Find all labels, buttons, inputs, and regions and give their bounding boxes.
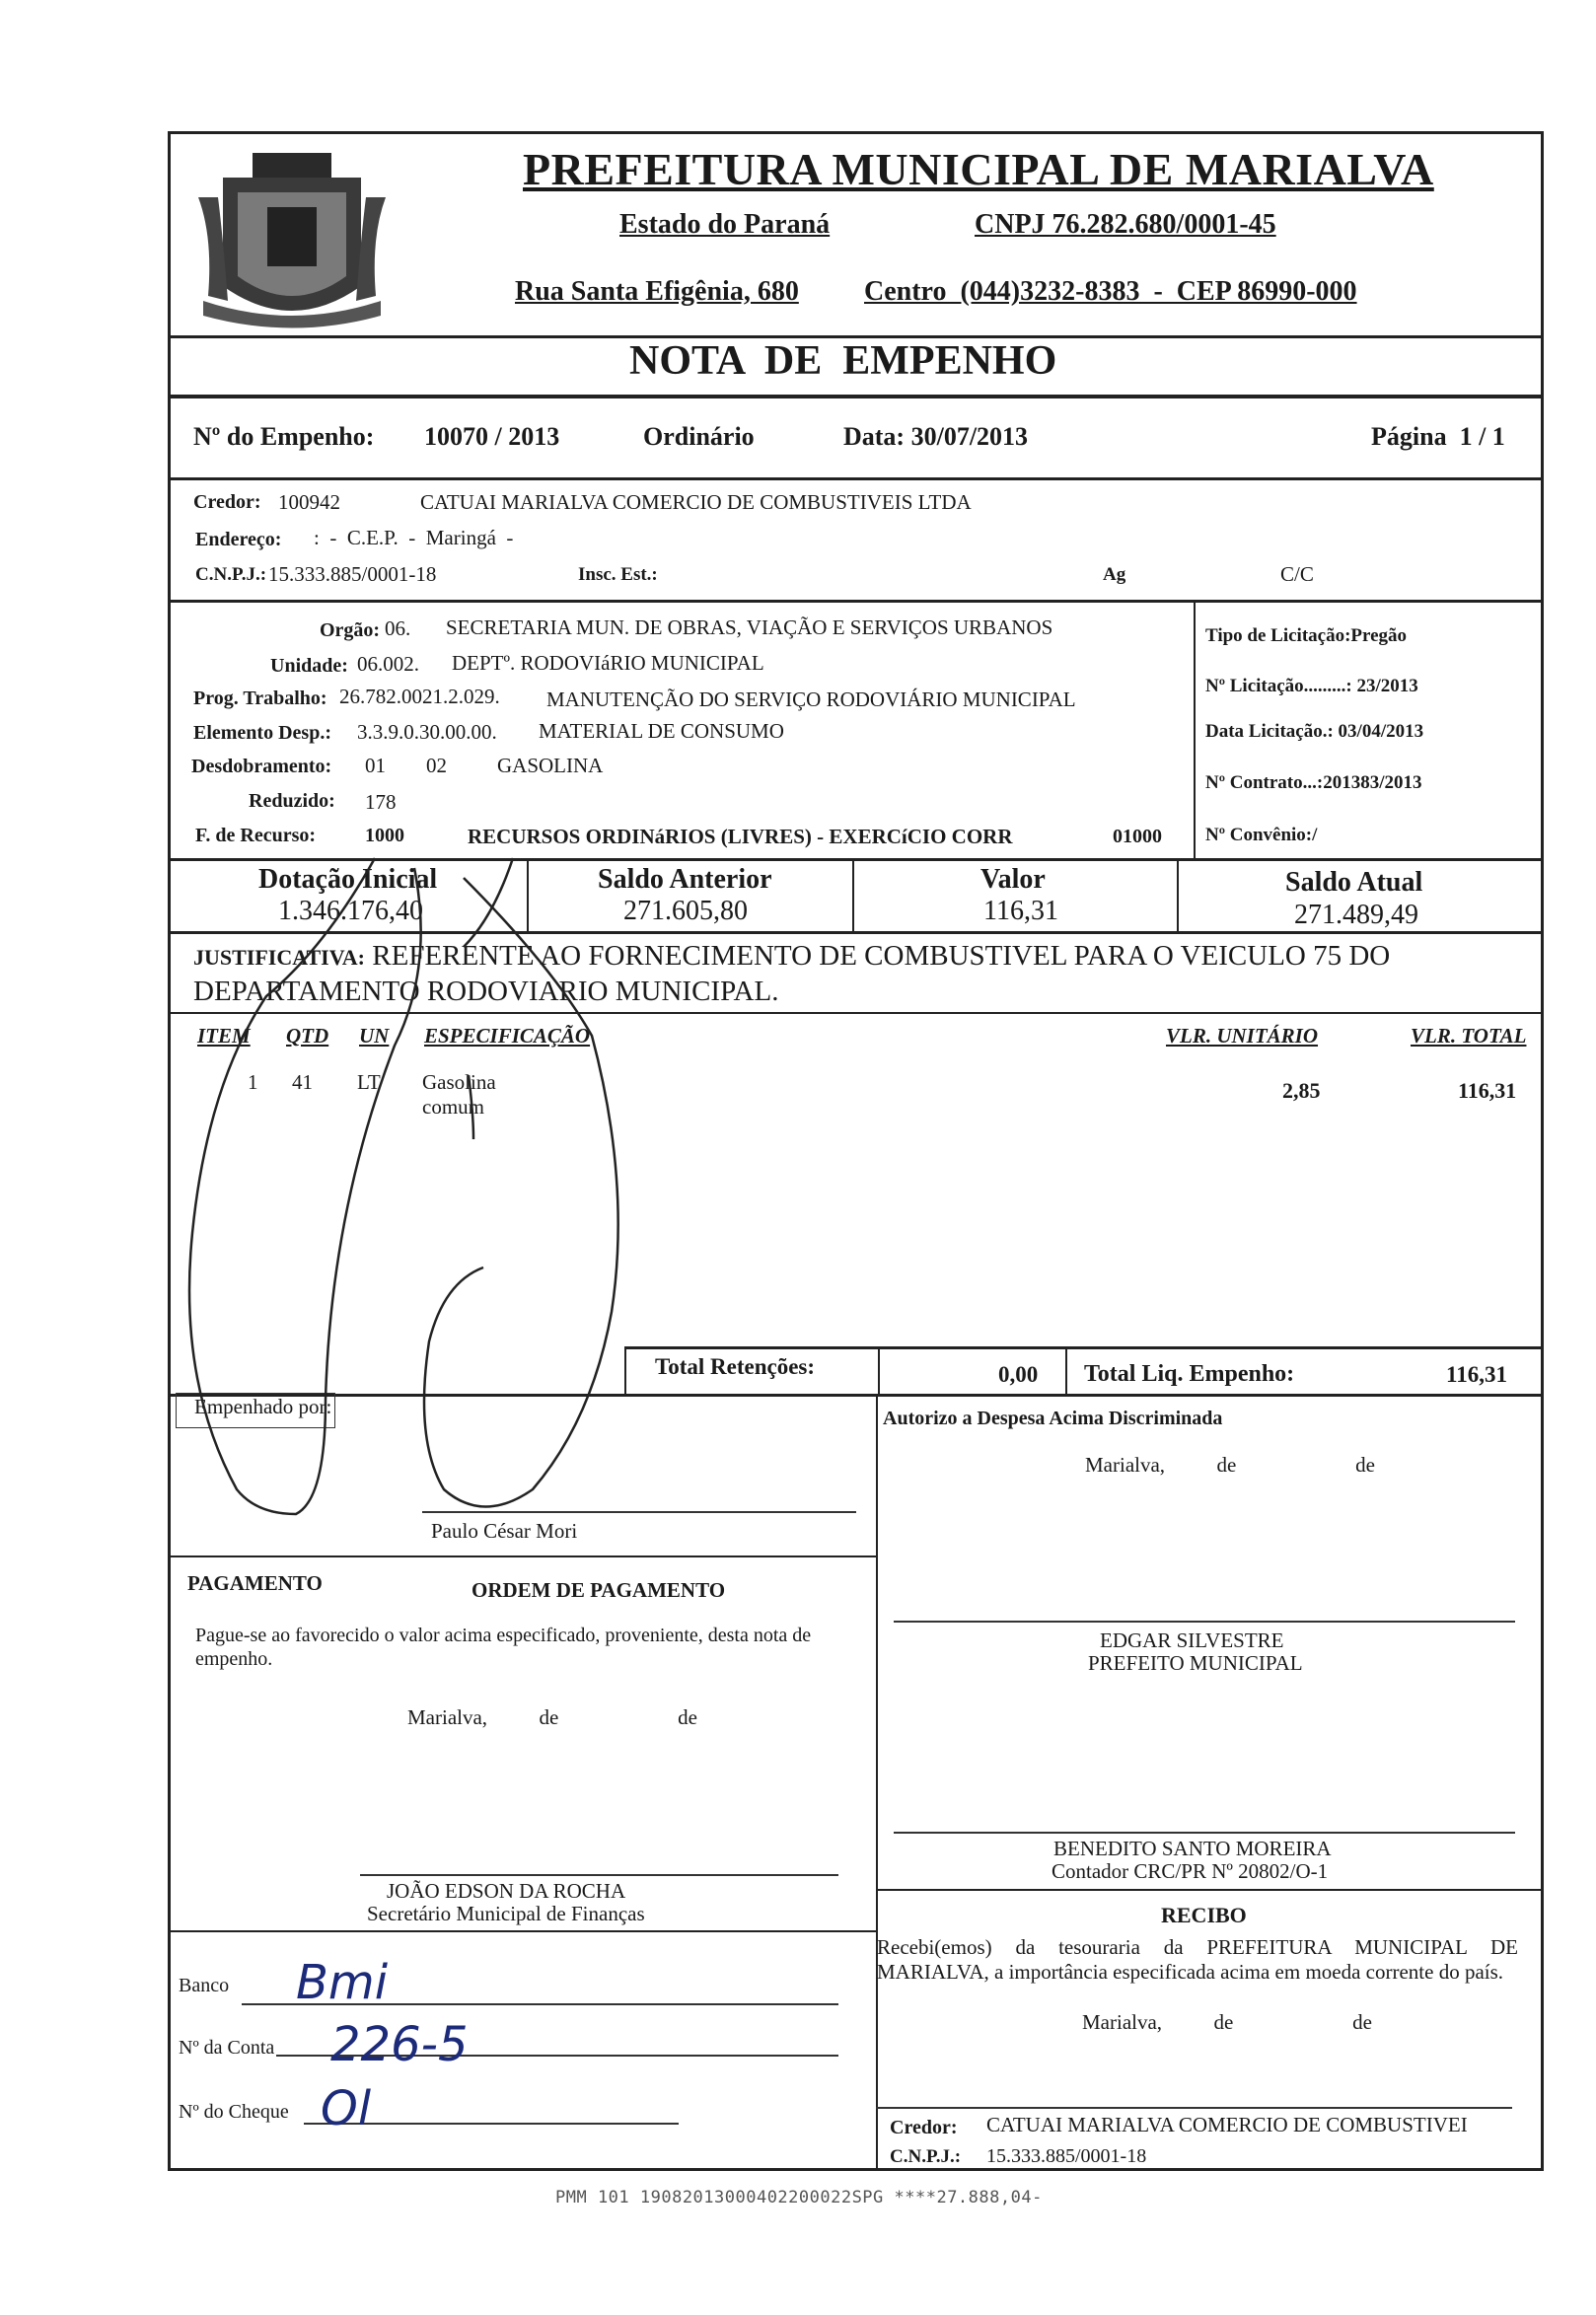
valor-label: Valor — [980, 864, 1046, 895]
conta-corrente-label: C/C — [1280, 562, 1314, 586]
empenho-label: Nº do Empenho: — [193, 422, 375, 451]
credor-label: Credor: — [193, 491, 261, 513]
total-liquido-label: Total Liq. Empenho: — [1084, 1361, 1295, 1387]
municipality-title: PREFEITURA MUNICIPAL DE MARIALVA — [523, 144, 1434, 194]
saldo-atual-label: Saldo Atual — [1285, 867, 1423, 898]
empenho-type: Ordinário — [643, 422, 755, 451]
empenhado-nome: Paulo César Mori — [431, 1519, 578, 1543]
recibo-cnpj-label: C.N.P.J.: — [890, 2146, 962, 2167]
agencia-label: Ag — [1103, 564, 1126, 585]
street-address: Rua Santa Efigênia, 680 — [515, 276, 799, 307]
tipo-licitacao: Tipo de Licitação:Pregão — [1205, 625, 1408, 646]
elemento-label: Elemento Desp.: — [193, 722, 331, 744]
desdobramento-label: Desdobramento: — [191, 756, 332, 777]
ordem-pagamento-title: ORDEM DE PAGAMENTO — [472, 1578, 726, 1602]
row-un: LT — [357, 1070, 381, 1094]
pagamento-date-line: Marialva, de de — [407, 1705, 697, 1729]
unidade-name: DEPTº. RODOVIáRIO MUNICIPAL — [452, 651, 764, 675]
credor-code: 100942 — [278, 490, 340, 514]
orgao-label: Orgão: — [320, 619, 381, 641]
recurso-name: RECURSOS ORDINáRIOS (LIVRES) - EXERCíCIO CORR — [468, 825, 1013, 848]
recibo-title: RECIBO — [1161, 1903, 1247, 1927]
numero-convenio: Nº Convênio:/ — [1205, 825, 1318, 845]
pague-se-text: Pague-se ao favorecido o valor acima especificado, proveniente, desta nota de empenho. — [195, 1625, 812, 1670]
justificativa-line2: DEPARTAMENTO RODOVIARIO MUNICIPAL. — [193, 976, 779, 1007]
row-item: 1 — [248, 1070, 258, 1094]
conta-handwriting: 226-5 — [330, 2017, 469, 2072]
endereco-value: : - C.E.P. - Maringá - — [314, 526, 514, 549]
recibo-date-line: Marialva, de de — [1082, 2010, 1372, 2034]
saldo-anterior-label: Saldo Anterior — [598, 864, 772, 895]
banco-handwriting: Bmi — [296, 1955, 389, 2010]
row-qtd: 41 — [292, 1070, 313, 1094]
unidade-code: 06.002. — [357, 652, 419, 676]
prog-trabalho-label: Prog. Trabalho: — [193, 687, 327, 709]
desdobramento-a: 01 — [365, 754, 386, 777]
cnpj-label: C.N.P.J.: — [195, 564, 267, 585]
col-especificacao: ESPECIFICAÇÃO — [424, 1024, 591, 1048]
page-number: Página 1 / 1 — [1371, 422, 1505, 451]
recibo-credor-name: CATUAI MARIALVA COMERCIO DE COMBUSTIVEI — [986, 2113, 1468, 2136]
contador-cargo: Contador CRC/PR Nº 20802/O-1 — [1052, 1859, 1329, 1883]
cnpj-header: CNPJ 76.282.680/0001-45 — [975, 209, 1276, 240]
secretario-nome: JOÃO EDSON DA ROCHA — [387, 1879, 626, 1903]
recurso-label: F. de Recurso: — [195, 825, 317, 846]
saldo-atual-value: 271.489,49 — [1294, 900, 1418, 930]
reduzido-value: 178 — [365, 790, 397, 814]
desdobramento-name: GASOLINA — [497, 754, 604, 777]
col-item: ITEM — [197, 1024, 251, 1048]
numero-licitacao: Nº Licitação.........: 23/2013 — [1205, 676, 1418, 696]
unidade-label: Unidade: — [270, 655, 348, 677]
saldo-anterior-value: 271.605,80 — [623, 896, 748, 926]
total-liquido-value: 116,31 — [1446, 1362, 1507, 1387]
state-name: Estado do Paraná — [619, 209, 831, 240]
orgao-code: 06. — [385, 616, 411, 640]
recibo-text: Recebi(emos) da tesouraria da PREFEITURA MUNICIPAL DE MARIALVA, a importância especificada acima em moeda corrente do país. — [877, 1935, 1518, 1984]
col-vlr-unitario: VLR. UNITÁRIO — [1166, 1024, 1319, 1048]
empenho-date: Data: 30/07/2013 — [843, 422, 1029, 451]
pagamento-title: PAGAMENTO — [187, 1571, 323, 1595]
data-licitacao: Data Licitação.: 03/04/2013 — [1205, 721, 1424, 742]
row-vlr-unitario: 2,85 — [1282, 1078, 1321, 1103]
justificativa-label: JUSTIFICATIVA: — [193, 945, 366, 970]
row-especificacao: Gasolina comum — [422, 1070, 496, 1119]
justificativa-line1: REFERENTE AO FORNECIMENTO DE COMBUSTIVEL PARA O VEICULO 75 DO — [372, 940, 1391, 972]
orgao-name: SECRETARIA MUN. DE OBRAS, VIAÇÃO E SERVIÇOS URBANOS — [446, 615, 1053, 639]
empenhado-por-label: Empenhado por: — [194, 1395, 332, 1418]
recibo-credor-label: Credor: — [890, 2117, 958, 2138]
retencoes-label: Total Retenções: — [655, 1354, 816, 1379]
contador-nome: BENEDITO SANTO MOREIRA — [1053, 1837, 1332, 1860]
numero-contrato: Nº Contrato...:201383/2013 — [1205, 772, 1422, 793]
valor-value: 116,31 — [983, 896, 1058, 926]
insc-est-label: Insc. Est.: — [578, 564, 658, 585]
recibo-cnpj-value: 15.333.885/0001-18 — [986, 2145, 1147, 2167]
elemento-name: MATERIAL DE CONSUMO — [539, 719, 784, 743]
recurso-code: 1000 — [365, 825, 404, 846]
document-title: NOTA DE EMPENHO — [629, 338, 1057, 384]
reduzido-label: Reduzido: — [249, 790, 335, 812]
secretario-cargo: Secretário Municipal de Finanças — [367, 1902, 645, 1925]
col-un: UN — [359, 1024, 390, 1048]
prog-trabalho-code: 26.782.0021.2.029. — [339, 685, 500, 708]
empenho-number: 10070 / 2013 — [424, 422, 560, 451]
cnpj-value: 15.333.885/0001-18 — [268, 562, 437, 586]
autorizo-text: Autorizo a Despesa Acima Discriminada — [883, 1408, 1223, 1429]
cheque-label: Nº do Cheque — [179, 2101, 289, 2123]
elemento-code: 3.3.9.0.30.00.00. — [357, 720, 497, 744]
cheque-handwriting: Ol — [321, 2081, 372, 2136]
col-vlr-total: VLR. TOTAL — [1411, 1024, 1527, 1048]
prog-trabalho-name: MANUTENÇÃO DO SERVIÇO RODOVIÁRIO MUNICIPAL — [546, 687, 1076, 711]
district-phone: Centro (044)3232-8383 - CEP 86990-000 — [864, 276, 1357, 307]
dotacao-value: 1.346.176,40 — [278, 896, 423, 926]
desdobramento-b: 02 — [426, 754, 447, 777]
banco-label: Banco — [179, 1975, 230, 1996]
endereco-label: Endereço: — [195, 529, 282, 550]
recurso-number: 01000 — [1113, 826, 1162, 847]
autorizo-date-line: Marialva, de de — [1085, 1453, 1375, 1477]
footer-barcode-text: PMM 101 19082013000402200022SPG ****27.888,04- — [555, 2188, 1043, 2207]
credor-name: CATUAI MARIALVA COMERCIO DE COMBUSTIVEIS LTDA — [420, 490, 972, 514]
conta-label: Nº da Conta — [179, 2037, 275, 2059]
prefeito-cargo: PREFEITO MUNICIPAL — [1088, 1651, 1303, 1675]
dotacao-label: Dotação Inicial — [258, 864, 438, 895]
prefeito-nome: EDGAR SILVESTRE — [1100, 1628, 1284, 1652]
row-vlr-total: 116,31 — [1458, 1078, 1517, 1103]
retencoes-value: 0,00 — [998, 1362, 1039, 1387]
col-qtd: QTD — [286, 1024, 329, 1048]
